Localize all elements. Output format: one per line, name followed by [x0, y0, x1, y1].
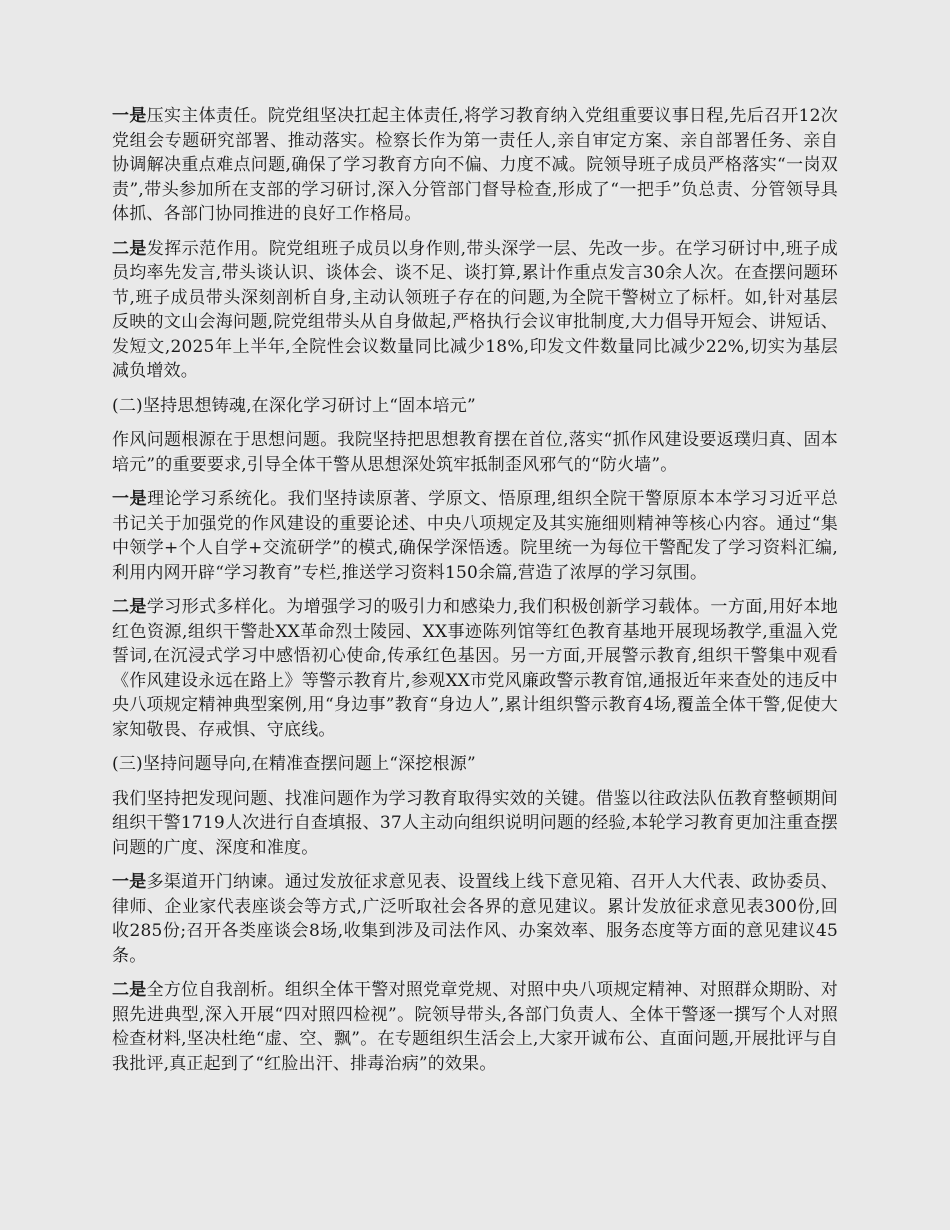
paragraph — [112, 237, 838, 384]
paragraph-text: 理论学习系统化。我们坚持读原著、学原文、悟原理,组织全院干警原原本本学习习近平总书记关于加强党的作风建设的重要论述、中央八项规定及其实施细则精神等核心内容。通过“集中领学+个人自学+交流研学”的模式,确保学深悟透。院里统一为每位干警配发了学习资料汇编,利用内网开辟“学习教育”专栏,推送学习资料150余篇,营造了浓厚的学习氛围。 — [112, 489, 839, 583]
paragraph — [112, 870, 838, 968]
paragraph-text: 发挥示范作用。院党组班子成员以身作则,带头深学一层、先改一步。在学习研讨中,班子成员均率先发言,带头谈认识、谈体会、谈不足、谈打算,累计作重点发言30余人次。在查摆问题环节,班子成员带头深刻剖析自身,主动认领班子存在的问题,为全院干警树立了标杆。如,针对基层反映的文山会海问题,院党组带头从自身做起,严格执行会议审批制度,大力倡导开短会、讲短话、发短文,2025年上半年,全院性会议数量同比减少18%,印发文件数量同比减少22%,切实为基层减负增效。 — [112, 238, 838, 381]
paragraph-lead: 二是 — [112, 238, 147, 259]
paragraph-lead: 一是 — [112, 489, 148, 509]
paragraph-text: 多渠道开门纳谏。通过发放征求意见表、设置线上线下意见箱、召开人大代表、政协委员、律师、企业家代表座谈会等方式,广泛听取社会各界的意见建议。累计发放征求意见表300份,回收285份;召开各类座谈会8场,收集到涉及司法作风、办案效率、服务态度等方面的意见建议45条。 — [112, 872, 838, 966]
paragraph-lead: 二是 — [112, 597, 147, 617]
section-heading — [112, 752, 838, 777]
paragraph — [112, 104, 838, 227]
paragraph-text: 作风问题根源在于思想问题。我院坚持把思想教育摆在首位,落实“抓作风建设要返璞归真、固本培元”的重要要求,引导全体干警从思想深处筑牢抵制歪风邪气的“防火墙”。 — [112, 430, 838, 475]
paragraph-lead: 二是 — [112, 980, 147, 1000]
paragraph-text: 学习形式多样化。为增强学习的吸引力和感染力,我们积极创新学习载体。一方面,用好本地红色资源,组织干警赴XX革命烈士陵园、XX事迹陈列馆等红色教育基地开展现场教学,重温入党誓词,在沉浸式学习中感悟初心使命,传承红色基因。另一方面,开展警示教育,组织干警集中观看《作风建设永远在路上》等警示教育片,参观XX市党风廉政警示教育馆,通报近年来查处的违反中央八项规定精神典型案例,用“身边事”教育“身边人”,累计组织警示教育4场,覆盖全体干警,促使大家知敬畏、存戒惧、守底线。 — [112, 597, 838, 740]
paragraph — [112, 428, 838, 477]
paragraph — [112, 787, 838, 861]
section-heading-text: (二)坚持思想铸魂,在深化学习研讨上“固本培元” — [112, 395, 476, 416]
section-heading-text: (三)坚持问题导向,在精准查摆问题上“深挖根源” — [112, 754, 476, 774]
paragraph — [112, 595, 838, 742]
paragraph-text: 我们坚持把发现问题、找准问题作为学习教育取得实效的关键。借鉴以往政法队伍教育整顿期间组织干警1719人次进行自查填报、37人主动向组织说明问题的经验,本轮学习教育更加注重查摆问题的广度、深度和准度。 — [112, 788, 838, 858]
paragraph — [112, 978, 838, 1076]
paragraph-lead: 一是 — [112, 872, 147, 892]
paragraph — [112, 487, 838, 585]
section-heading — [112, 394, 838, 419]
paragraph-text: 全方位自我剖析。组织全体干警对照党章党规、对照中央八项规定精神、对照群众期盼、对照先进典型,深入开展“四对照四检视”。院领导带头,各部门负责人、全体干警逐一撰写个人对照检查材料,坚决杜绝“虚、空、飘”。在专题组织生活会上,大家开诚布公、直面问题,开展批评与自我批评,真正起到了“红脸出汗、排毒治病”的效果。 — [112, 980, 838, 1074]
paragraph-text: 压实主体责任。院党组坚决扛起主体责任,将学习教育纳入党组重要议事日程,先后召开12次党组会专题研究部署、推动落实。检察长作为第一责任人,亲自审定方案、亲自部署任务、亲自协调解决重点难点问题,确保了学习教育方向不偏、力度不减。院领导班子成员严格落实“一岗双责”,带头参加所在支部的学习研讨,深入分管部门督导检查,形成了“一把手”负总责、分管领导具体抓、各部门协同推进的良好工作格局。 — [112, 106, 839, 224]
paragraph-lead: 一是 — [112, 106, 147, 126]
document-body — [112, 0, 838, 1146]
